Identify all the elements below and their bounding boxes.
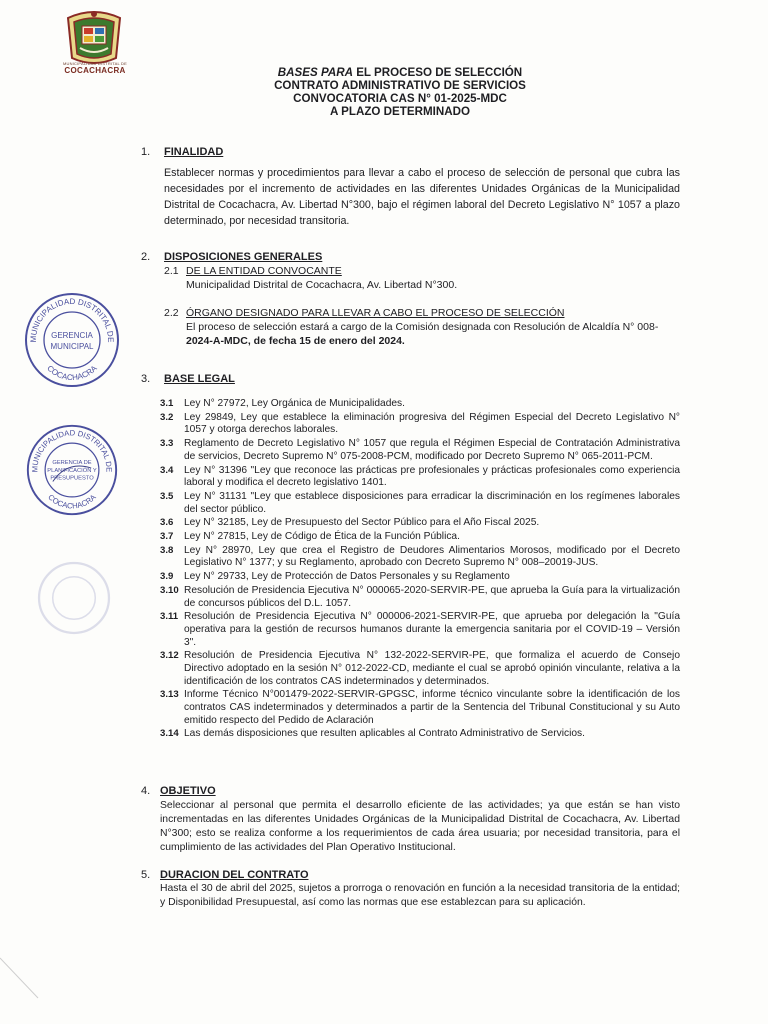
legal-basis-item-number: 3.7: [160, 531, 174, 543]
legal-basis-item: [160, 611, 680, 649]
legal-basis-item: [160, 689, 680, 727]
legal-basis-item-number: 3.5: [160, 490, 174, 502]
legal-basis-item: [160, 438, 680, 463]
section-2-1-title: DE LA ENTIDAD CONVOCANTE: [186, 265, 342, 277]
logo-town-name: COCACHACRA: [64, 66, 126, 75]
legal-basis-item-number: 3.12: [160, 650, 179, 662]
section-2-2-number: 2.2: [164, 307, 179, 319]
svg-text:COCACHACRA: [45, 363, 99, 382]
logo-small-text: MUNICIPALIDAD DISTRITAL DE: [62, 61, 128, 66]
section-5-title: DURACION DEL CONTRATO: [160, 869, 309, 881]
stamp-1-center-line-1: GERENCIA: [51, 331, 93, 340]
section-5-text: Hasta el 30 de abril del 2025, sujetos a prorroga o renovación en función a la necesidad transitoria de la entidad; y Disponibilidad Presupuestal, así como las normas que ese establezcan para su aplicación.: [160, 883, 680, 908]
section-4-text: Seleccionar al personal que permita el desarrollo eficiente de las actividades; ya que están se han visto incrementadas en las diferentes Unidades Orgánicas de la Municipalidad Distrital de Cocachacra, Av. Libertad N°300; esto se realiza conforme a los requerimientos de cada área usuaria; por necesidad transitoria, para el cumplimiento de las actividades del Plan Operativo Institucional.: [160, 800, 680, 853]
stamp-2-center-line-3: PRESUPUESTO: [50, 475, 94, 482]
legal-basis-item-text: Ley N° 31396 "Ley que reconoce las prácticas pre profesionales y prácticas profesionales como experiencia laboral y modifica el decreto legislativo 1401.: [184, 464, 680, 489]
legal-basis-item-number: 3.10: [160, 585, 179, 596]
section-2-number: 2.: [141, 251, 151, 263]
section-2-2-text-a: El proceso de selección estará a cargo de la Comisión designada con Resolución de Alcaldía N° 008-: [186, 321, 659, 333]
legal-basis-item-text: Ley N° 27815, Ley de Código de Ética de la Función Pública.: [184, 531, 460, 543]
section-4-title: OBJETIVO: [160, 785, 216, 797]
section-1-text: Establecer normas y procedimientos para llevar a cabo el proceso de selección de personal que cubra las necesidades por el incremento de actividades en las diferentes Unidades Orgánicas de la Municipalidad Distrital de Cocachacra, Av. Libertad N°300, bajo el régimen laboral del Decreto Legislativo N° 1057 a plazo determinado, por necesidad transitoria.: [164, 167, 680, 227]
legal-basis-item: [160, 728, 680, 741]
section-2-1-text: Municipalidad Distrital de Cocachacra, Av. Libertad N°300.: [186, 279, 458, 291]
section-3-number: 3.: [141, 373, 151, 385]
legal-basis-item-text: Ley N° 29733, Ley de Protección de Datos Personales y su Reglamento: [184, 571, 510, 583]
legal-basis-item-number: 3.8: [160, 544, 174, 556]
section-2-2-text-b: 2024-A-MDC, de fecha 15 de enero del 2024.: [186, 335, 405, 347]
section-3-title: BASE LEGAL: [164, 373, 235, 385]
page-corner-mark: [0, 950, 40, 1010]
legal-basis-item: [160, 412, 680, 437]
legal-basis-item: [160, 531, 680, 544]
legal-basis-item: [160, 585, 680, 610]
stamp-1-center-line-2: MUNICIPAL: [50, 342, 94, 351]
legal-basis-item-text: Ley 29849, Ley que establece la eliminación progresiva del Régimen Especial del Decreto Legislativo N° 1057 y otorga derechos laborales.: [184, 411, 680, 436]
stamp-2-bottom-text: COCACHACRA: [46, 492, 98, 511]
title-line-4: A PLAZO DETERMINADO: [330, 105, 470, 118]
stamp-2-center-line-2: PLANIFICACIÓN Y: [47, 467, 97, 474]
section-2-title: DISPOSICIONES GENERALES: [164, 251, 323, 263]
section-5-number: 5.: [141, 869, 151, 881]
legal-basis-item-number: 3.2: [160, 411, 174, 423]
legal-basis-item: [160, 517, 680, 530]
legal-basis-item-number: 3.9: [160, 571, 174, 583]
gerencia-planificacion-stamp: [24, 422, 120, 518]
stamp-2-ring-text: MUNICIPALIDAD DISTRITAL DE: [30, 428, 114, 473]
section-4-number: 4.: [141, 785, 151, 797]
stamp-1-bottom-text: COCACHACRA: [45, 363, 99, 383]
document-title: [230, 66, 570, 118]
legal-basis-item-text: Resolución de Presidencia Ejecutiva N° 000065-2020-SERVIR-PE, que aprueba la Guía para la virtualización de concursos públicos del D.L. 1057.: [184, 585, 680, 609]
legal-basis-item: [160, 545, 680, 570]
legal-basis-item-text: Informe Técnico N°001479-2022-SERVIR-GPGSC, informe técnico vinculante sobre la identificación de los contratos CAS indeterminados y determinados a partir de la Sentencia del Tribunal Constitucional y su Auto emitido respecto del Pedido de Aclaración: [184, 689, 680, 726]
legal-basis-list: [160, 398, 680, 742]
stamp-1-ring-text: MUNICIPALIDAD DISTRITAL DE: [28, 296, 116, 343]
legal-basis-item: [160, 491, 680, 516]
section-1-number: 1.: [141, 146, 151, 158]
legal-basis-item-number: 3.1: [160, 398, 174, 409]
legal-basis-item-text: Resolución de Presidencia Ejecutiva N° 000006-2021-SERVIR-PE, que aprueba por delegación la "Guía operativa para la gestión de recursos humanos durante la emergencia sanitaria por el COVID-19 – Versión 3".: [184, 611, 680, 648]
legal-basis-item-text: Ley N° 31131 "Ley que establece disposiciones para erradicar la discriminación en los regímenes laborales del sector público.: [184, 490, 680, 515]
title-line-3: CONVOCATORIA CAS N° 01-2025-MDC: [293, 92, 507, 105]
legal-basis-item-text: Reglamento de Decreto Legislativo N° 1057 que regula el Régimen Especial de Contratación Administrativa de servicios, Decreto Supremo N° 075-2008-PCM, modificado por Decreto Supremo N° 065-2011-PCM.: [184, 438, 680, 462]
title-line-2: CONTRATO ADMINISTRATIVO DE SERVICIOS: [274, 79, 526, 92]
legal-basis-item-number: 3.13: [160, 689, 179, 701]
legal-basis-item-number: 3.6: [160, 517, 174, 529]
legal-basis-item-text: Las demás disposiciones que resulten aplicables al Contrato Administrativo de Servicios.: [184, 728, 585, 740]
legal-basis-item-text: Resolución de Presidencia Ejecutiva N° 132-2022-SERVIR-PE, que formaliza el acuerdo de Consejo Directivo adoptado en la sesión N° 012-2022-CD, mediante el cual se aprobó opinión vinculante, relativa a la identificación de los contratos CAS indeterminados y determinados.: [184, 650, 680, 687]
legal-basis-item-text: Ley N° 32185, Ley de Presupuesto del Sector Público para el Año Fiscal 2025.: [184, 517, 540, 529]
section-2-2-title: ÓRGANO DESIGNADO PARA LLEVAR A CABO EL PROCESO DE SELECCIÓN: [186, 307, 565, 319]
logo-caption: [58, 61, 132, 75]
legal-basis-item-number: 3.3: [160, 438, 174, 450]
section-1-title: FINALIDAD: [164, 146, 224, 158]
stamp-2-center-line-1: GERENCIA DE: [52, 460, 92, 467]
legal-basis-item-text: Ley N° 28970, Ley que crea el Registro de Deudores Alimentarios Morosos, modificado por el Decreto Legislativo N° 1377; y su Reglamento, aprobado con Decreto Supremo N° 008–20019-JUS.: [184, 544, 680, 569]
title-line-1: BASES PARA EL PROCESO DE SELECCIÓN: [277, 66, 523, 79]
gerencia-municipal-stamp: [22, 290, 122, 390]
legal-basis-item-number: 3.4: [160, 464, 174, 476]
legal-basis-item-number: 3.11: [160, 611, 179, 623]
legal-basis-item-text: Ley N° 27972, Ley Orgánica de Municipalidades.: [184, 398, 405, 409]
faint-stamp: [36, 560, 112, 636]
legal-basis-item: [160, 650, 680, 688]
svg-text:COCACHACRA: [46, 492, 98, 511]
legal-basis-item: [160, 398, 680, 411]
section-2-1-number: 2.1: [164, 265, 179, 277]
legal-basis-item-number: 3.14: [160, 728, 179, 740]
legal-basis-item: [160, 571, 680, 584]
legal-basis-item: [160, 465, 680, 490]
